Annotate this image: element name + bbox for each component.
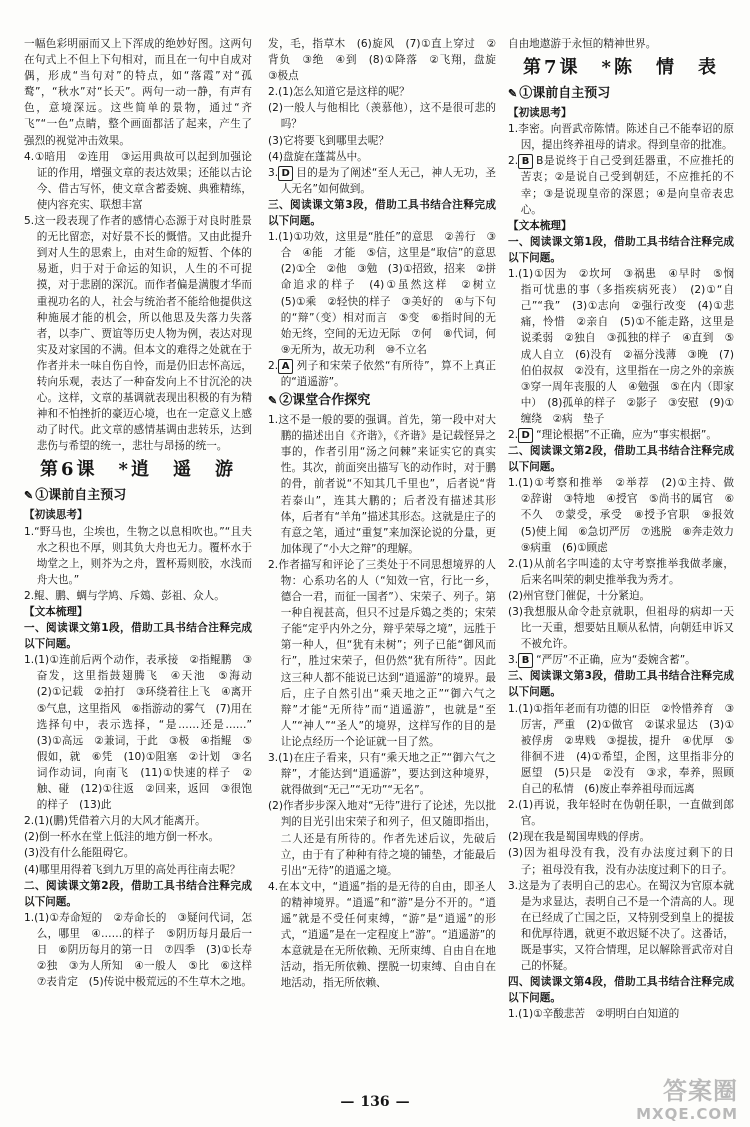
answer-item: (2)作者步步深入地对“无待”进行了论述，先以批判的目光引出宋荣子和列子，但又随即指出，二人还是有所待的。作者先述后议，先破后立，由于有了种种有待之境的铺垫，才能最后引出“无待”的逍遥之境。 <box>268 800 496 877</box>
tag-text-outline: 【文本梳理】 <box>24 606 88 618</box>
answer-item: 4.①暗用 ②连用 ③运用典故可以起到加强论证的作用，增强文章的表达效果；还能以古论今、借古写怀，使文章含蓄委婉、典雅精练，使内容充实、联想丰富 <box>24 150 252 211</box>
subsection-heading: 一、阅读课文第1段，借助工具书结合注释完成以下问题。 <box>508 235 734 264</box>
tag-text-outline: 【文本梳理】 <box>508 219 572 232</box>
answer-item: 2.(1)怎么知道它是这样的呢？ <box>268 86 410 99</box>
column-right <box>508 36 745 1022</box>
answer-item: 2.作者描写和评论了三类处于不同思想境界的人物：心系功名的人（“知效一官，行比一乡，德合一君，而征一国者”）、宋荣子、列子。第一种自视甚高，但只不过是斥鴳之类的；宋荣子能“定乎内外之分，辩乎荣辱之境”，远胜于第一种人，但“犹有未树”；列子已能“御风而行”，胜过宋荣子，但仍然“犹有所待”。因此这三种人都不能说已达到“逍遥游”的境界。最后，庄子自然引出“乘天地之正”“御六气之辩”才能“无所待”而“逍遥游”，也就是“至人”“神人”“圣人”的境界，这样写作的目的是让论点经历一个论证就一目了然。 <box>268 558 496 748</box>
section-preview-label: ①课前自主预习 <box>35 488 127 504</box>
answer-item: (2)一般人与他相比（羡慕他），这不是很可悲的吗？ <box>268 102 496 131</box>
answer-item: 1.“野马也，尘埃也，生物之以息相吹也。”“且夫水之积也不厚，则其负大舟也无力。覆杯水于坳堂之上，则芥为之舟，置杯焉则胶，水浅而舟大也。” <box>24 525 252 586</box>
answer-item: (4)盘旋在蓬蒿丛中。 <box>268 150 368 163</box>
tag-first-read: 【初读思考】 <box>508 107 572 120</box>
text-paragraph: 发，毛，指草木 (6)旋风 (7)①直上穿过 ②背负 ③绝 ④到 (8)①降落 ②飞翔，盘旋 ③极点 <box>268 38 507 83</box>
subsection-heading: 二、阅读课文第2段，借助工具书结合注释完成以下问题。 <box>24 879 252 908</box>
answer-item: 3. D 目的是为了阐述“至人无己，神人无功，圣人无名”如何做到。 <box>268 166 496 195</box>
answer-item: 2.(1)再说，我年轻时在伪朝任职，一直做到郎官。 <box>508 799 734 828</box>
answer-item: 1.(1)①因为 ②坎坷 ③祸患 ④早时 ⑤悯 指可忧患的事（多指疾病死丧） (2)①“自己”“我” (3)①志向 ②强行改变 (4)①悲痛，怜惜 ②亲自 (5)①不能走路，这里是说柔弱 ②独自 ③孤独的样子 ④直到 ⑤成人自立 (6)没有 ②福分浅薄 ③晚 (7)伯伯叔叔 ②没有，这里指在一房之外的亲族 ③穿一周年丧服的人 ④勉强 ⑤在内（即家中） (8)孤单的样子 ②影子 ③安慰 (9)①缠绕 ②病 垫子 <box>508 268 745 425</box>
answer-item: 2. B B是说终于自己受到廷器重，不应推托的苦衷；②是说自己受到朝廷，不应推托的不幸；③是说现皇帝的深恩；④是向皇帝表忠心。 <box>508 155 734 216</box>
section-cooperation-label: ②课堂合作探究 <box>279 393 371 409</box>
answer-item: (2)倒一杯水在堂上低洼的地方倒一杯水。 <box>24 831 220 844</box>
subsection-heading: 三、阅读课文第3段，借助工具书结合注释完成以下问题。 <box>268 198 496 228</box>
answer-item: 2. D “理论根据”不正确，应为“事实根据”。 <box>508 428 717 441</box>
answer-text: “严厉”不正确，应为“委婉含蓄”。 <box>536 654 696 667</box>
pencil-icon: ✎ <box>268 394 278 408</box>
answer-item: (3)我想服从命令赴京就职，但祖母的病却一天比一天重，想要姑且顺从私情，向朝廷申诉又不被允许。 <box>508 606 734 651</box>
answer-item: (2)州官登门催促，十分紧迫。 <box>508 589 651 602</box>
watermark-url: MXQE.COM <box>636 1105 738 1123</box>
answer-item: 1.(1)①考察和推举 ②举荐 (2)①主持、做 ②辞谢 ③特地 ④授官 ⑤尚书的属官 ⑥不久 ⑦蒙受，承受 ⑧授予官职 ⑨报效 (5)使上闻 ⑥急切严厉 ⑦逃脱 ⑧奔走效力 ⑨病重 (6)①顾虑 <box>508 477 745 554</box>
answer-item: 1.(1)①辛酸悲苦 ②明明白白知道的 <box>508 1008 680 1021</box>
tag-first-read: 【初读思考】 <box>24 509 88 522</box>
subsection-heading: 三、阅读课文第3段，借助工具书结合注释完成以下问题。 <box>508 670 734 699</box>
answer-item: 2.(1)从前名字叫逵的太守考察推举我做孝廉，后来名叫荣的刺史推举我为秀才。 <box>508 557 734 586</box>
section-preview <box>24 486 252 506</box>
section-preview-label: ①课前自主预习 <box>519 86 611 102</box>
answer-text: “理论根据”不正确，应为“事实根据”。 <box>536 428 717 441</box>
answer-item: (3)它将要飞到哪里去呢？ <box>268 134 389 147</box>
answer-item: (3)没有什么能阻碍它。 <box>24 847 135 860</box>
answer-letter-box: B <box>518 154 533 169</box>
answer-item: (4)哪里用得着飞到九万里的高处再往南去呢？ <box>24 863 241 876</box>
subsection-heading: 四、阅读课文第4段，借助工具书结合注释完成以下问题。 <box>508 976 734 1005</box>
answer-letter-box: D <box>278 166 293 181</box>
watermark-logo <box>624 1071 742 1123</box>
pencil-icon: ✎ <box>508 87 518 101</box>
watermark-text: 答案圈 <box>663 1077 738 1105</box>
text-paragraph: 一幅色彩明丽而又上下浑成的绝妙好图。这两句在句式上不但上下句相对，而且在一句中自成对偶，形成“当句对”的特点，如“落霞”对“孤鹜”，“秋水”对“长天”。两句一动一静，有声有色，意境深远。这些简单的景物，通过“齐飞”“一色”点睛，整个画面都活了起来，产生了强烈的视觉冲击效果。 <box>24 38 252 147</box>
answer-item: 3.这是为了表明自己的忠心。在蜀汉为官原本就是为求显达，表明自己不是一个清高的人。现在已经成了亡国之臣，又特别受到皇上的提拔和优厚待遇，就更不敢迟疑不决了。这番话，既是事实，又符合情理，足以解除晋武帝对自己的怀疑。 <box>508 879 734 973</box>
answer-letter-box: B <box>518 653 533 668</box>
answer-item: 2.鲲、鹏、蜩与学鸠、斥鴳、彭祖、众人。 <box>24 589 225 602</box>
column-middle <box>268 36 507 991</box>
answer-item: 2. A 列子和宋荣子依然“有所待”，算不上真正的“逍遥游”。 <box>268 359 496 388</box>
answer-letter-box: A <box>278 359 293 374</box>
answer-item: 3.(1)在庄子看来，只有“乘天地之正”“御六气之辩”，才能达到“逍遥游”，要达到这种境界，就得做到“无己”“无功”“无名”。 <box>268 752 496 797</box>
answer-item: 1.(1)①连前后两个动作，表承接 ②指鲲鹏 ③奋发，这里指鼓翅腾飞 ④天池 ⑤海动 (2)①记载 ②拍打 ③环绕着往上飞 ④离开 ⑤气息，这里指风 ⑥指游动的雾气 (7)用在选择句中，表示选择，“是……还是……” (3)①高远 ②兼词，于此 ③极 ④指鲲 ⑤假如，就 ⑥凭 (10)①阻塞 ②计划 ③名词作动词，向南飞 (11)①快速的样子 ②触、碰 (12)①往返 ②回来，返回 ③很饱的样子 (13)此 <box>24 654 263 812</box>
subsection-heading: 一、阅读课文第1段，借助工具书结合注释完成以下问题。 <box>24 622 252 651</box>
page-number: — 136 — <box>340 1094 410 1110</box>
answer-text: 列子和宋荣子依然“有所待”，算不上真正的“逍遥游”。 <box>280 359 496 388</box>
subsection-heading: 二、阅读课文第2段，借助工具书结合注释完成以下问题。 <box>508 445 734 474</box>
section-cooperation <box>268 391 496 411</box>
pencil-icon: ✎ <box>24 489 34 503</box>
answer-item: (3)因为祖母没有我，没有办法度过剩下的日子；祖母没有我，没有办法度过剩下的日子。 <box>508 847 734 876</box>
section-preview <box>508 84 734 104</box>
answer-item: 1.(1)①寿命短的 ②寿命长的 ③疑问代词，怎么，哪里 ④……的样子 ⑤阴历每月最后一日 ⑥阴历每月的第一日 ⑦四季 (3)①长寿 ②独 ③为人所知 ④一般人 ⑤比 ⑥这样 ⑦表肯定 (5)传说中极荒远的不生草木之地。 <box>24 911 263 989</box>
answer-item: (2)现在我是蜀国卑贱的俘虏。 <box>508 831 651 844</box>
answer-item: 2.(1)(鹏)凭借着六月的大风才能离开。 <box>24 815 206 828</box>
answer-letter-box: D <box>518 428 533 443</box>
answer-item: 4.在本文中，“逍遥”指的是无待的自由，即圣人的精神境界。“逍遥”和“游”是分不开的。“逍遥”就是不受任何束缚，“游”是“逍遥”的形式，“逍遥”是在一定程度上“游”。“逍遥游”的本意就是在无所依赖、无所束缚、自由自在地活动，指无所依赖、摆脱一切束缚、自由自在地活动，指无所依赖、 <box>268 880 496 990</box>
page-number-value: 136 <box>360 1094 390 1110</box>
text-paragraph: 自由地遨游于永恒的精神世界。 <box>508 38 657 50</box>
answer-text: B是说终于自己受到廷器重，不应推托的苦衷；②是说自己受到朝廷，不应推托的不幸；③是说现皇帝的深恩；④是向皇帝表忠心。 <box>520 155 734 216</box>
answer-item: 1.(1)①功效，这里是“胜任”的意思 ②善行 ③合 ④能 才能 ⑤信，这里是“取信”的意思 (2)①全 ②他 ③勉 (3)①招致，招来 ②拼命追求的样子 (4)①虽然这样 ②树立 (5)①乘 ②轻快的样子 ③美好的 ④与下句的“辩”（变）相对而言 ⑤变 ⑥指时间的无始无终，空间的无边无际 ⑦何 ⑧代词，何 ⑨无所为，故无功利 ⑩不立名 <box>268 231 507 356</box>
answer-item: 5.这一段表现了作者的感情心态源于对良时胜景的无比留恋，对好景不长的慨惜。又由此提升到对人生的思索上，由对生命的短暂、个体的易逝，归于对于命运的知识，人生的不可捉摸，对于悲剧的深沉。而作者偏是满腹才华而重视功名的人，社会与统治者不能给他提供这种施展才能的机会，所以他思及失落力失落者，以李广、贾谊等历史人物为例，表达对现实及对家国的不满。但本文的难得之处就在于作者并未一味自伤自怜，而是仍旧志怀高远，转向乐观，表达了一种奋发向上不甘沉沦的决心。这样，文章的基调就表现出积极的有为精神和不怕挫折的豪迈心境，也在一定意义上感动了时代。此文章的感情基调由悲转乐，达到悲伤与希望的统一，悲壮与昂扬的统一。 <box>24 215 252 453</box>
answer-item: 1.(1)①指年老而有功德的旧臣 ②怜惜养育 ③厉害，严重 (2)①做官 ②谋求显达 (3)①被俘虏 ②卑贱 ③提拔，提升 ④优厚 ⑤徘徊不进 (4)①希望，企图，这里指非分的愿望 (5)只是 ②没有 ③求，奉养，照顾自己的私情 (6)废止奉养祖母而远离 <box>508 702 734 796</box>
column-left <box>24 36 263 990</box>
answer-item: 1.李密。向晋武帝陈情。陈述自己不能奉诏的原因，提出终养祖母的请求。得到皇帝的批准。 <box>508 123 734 152</box>
answer-text: 目的是为了阐述“至人无己，神人无功，圣人无名”如何做到。 <box>280 166 496 195</box>
lesson-7-title: 第7课 *陈 情 表 <box>523 57 719 79</box>
answer-item: 1.这不是一般的要的强调。首先，第一段中对大鹏的描述出自《齐谐》，《齐谐》是记载怪异之事的，作者引用“汤之问棘”来证实它的真实性。其次，前面突出描写飞的动作时，对于鹏的骨，前者说“不知其几千里也”，后者说“背若泰山”，连其大鹏的；后者没有描述其形体，后者有“羊角”描述其形态。这就是庄子的有意之笔，通过“重复”来加深论说的分量，更加体现了“小大之辩”的理解。 <box>268 414 496 555</box>
answer-item: 3. B “严厉”不正确，应为“委婉含蓄”。 <box>508 654 696 667</box>
lesson-6-title: 第6课 *逍 遥 游 <box>40 459 236 481</box>
